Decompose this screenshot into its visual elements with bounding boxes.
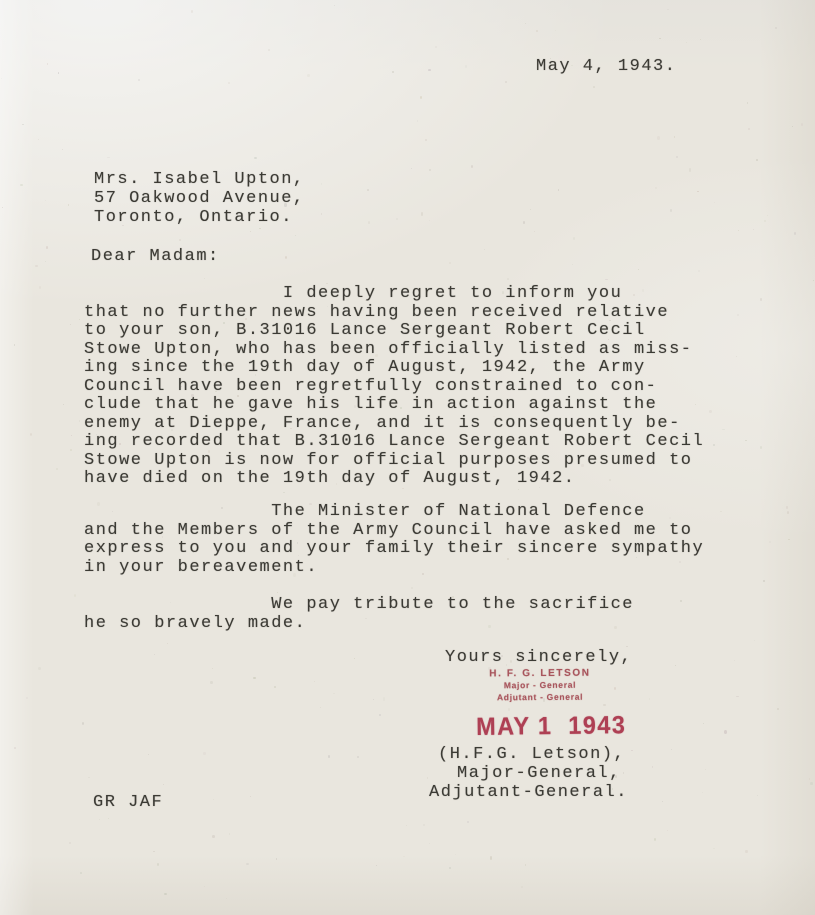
signature-name-stamp [450,667,630,703]
salutation: Dear Madam: [91,247,220,266]
stamp-officer-name: H. F. G. LETSON [489,667,591,680]
received-date-stamp: MAY 1 1943 [475,711,627,741]
recipient-address: Mrs. Isabel Upton, 57 Oakwood Avenue, Toronto, Ontario. [94,170,305,228]
stamp-rank-line-2: Adjutant - General [496,691,584,702]
body-paragraph-1: I deeply regret to inform you that no further news having been received relative to your son, B.31016 Lance Sergeant Robert Cecil Stowe Upton, who has been officially listed as miss- ing since the 19th day of August, 1942, the Army Council have been regretfully constrained to con- clude that he gave his life in action against the enemy at Dieppe, France, and it is consequently be- ing recorded that B.31016 Lance Sergeant Robert Cecil Stowe Upton is now for official purposes presumed to have died on the 19th day of August, 1942. [84,284,705,488]
stamp-rank-line-1: Major - General [503,679,577,691]
typed-signature-rank-2: Adjutant-General. [429,783,628,802]
body-paragraph-3: We pay tribute to the sacrifice he so bravely made. [84,595,634,633]
letter-date: May 4, 1943. [536,57,677,76]
typed-signature-name: (H.F.G. Letson), [438,745,626,764]
reference-initials: GR JAF [93,793,164,812]
body-paragraph-2: The Minister of National Defence and the Members of the Army Council have asked me to express to you and your family their sincere sympathy in your bereavement. [84,502,705,577]
typed-signature-rank-1: Major-General, [457,764,621,783]
closing-phrase: Yours sincerely, [445,648,633,667]
